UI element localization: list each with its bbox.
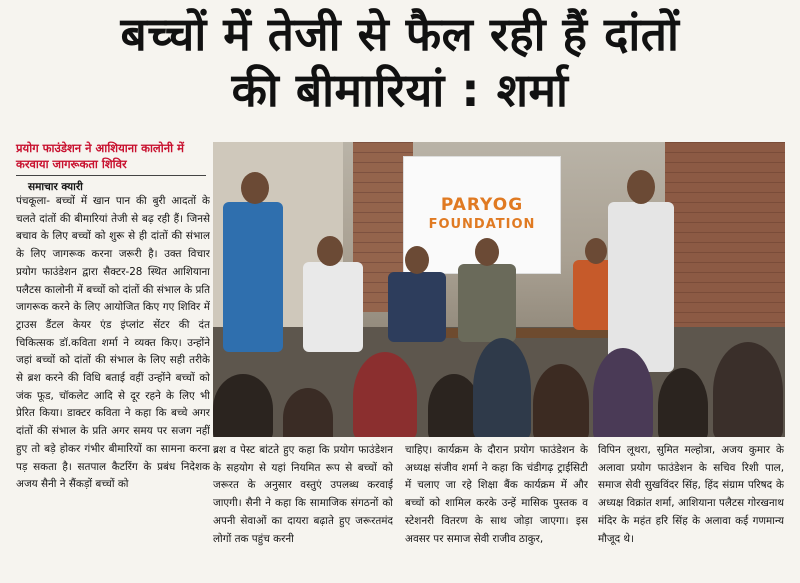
person-blue-jacket [223, 202, 283, 352]
child [533, 364, 589, 437]
article-text-col-4: विपिन लूथरा, सुमित मल्होत्रा, अजय कुमार के अलावा प्रयोग फाउंडेशन के सचिव रिशी पाल, समाज सेवी सुखविंदर सिंह, हिंद संग्राम परिषद के अध्यक्ष विक्रांत शर्मा, आशियाना पलैटस गोरखनाथ मंदिर के महंत हरि सिंह के अलावा कई गणमान्य मौजूद थे। [598, 444, 784, 545]
person-seated-1 [388, 272, 446, 342]
banner-subtitle: FOUNDATION [428, 217, 536, 232]
person-head [405, 246, 429, 274]
article-column-1 [16, 193, 210, 579]
subhead-divider [16, 175, 206, 176]
headline-line-2: की बीमारियां : शर्मा [231, 63, 569, 117]
child [593, 348, 653, 437]
article-text-col-2: ब्रश व पेस्ट बांटते हुए कहा कि प्रयोग फाउंडेशन के सहयोग से यहां नियमित रूप से बच्चों को जरूरत के अनुसार वस्तुएं उपलब्ध करवाई जाएगी। सैनी ने कहा कि सामाजिक संगठनों को अपनी सेवाओं का दायरा बढ़ाते हुए जरूरतमंद लोगों तक पहुंच करनी [213, 444, 393, 545]
headline [0, 6, 800, 118]
child [473, 338, 531, 437]
article-column-2 [213, 442, 393, 580]
article-text-col-3: चाहिए। कार्यक्रम के दौरान प्रयोग फाउंडेशन के अध्यक्ष संजीव शर्मा ने कहा कि चंडीगढ़ ट्राईसिटी में चलाए जा रहे शिक्षा बैंक कार्यक्रम में और बच्चों को शामिल करके उन्हें मासिक पुस्तक व स्टेशनरी वितरण के साथ जोड़ा जाएगा। इस अवसर पर समाज सेवी राजीव ठाकुर, [405, 444, 588, 545]
news-photo [213, 142, 785, 437]
child [353, 352, 417, 437]
person-head [627, 170, 655, 204]
article-text-col-1: पंचकूला- बच्चों में खान पान की बुरी आदतों के चलते दांतों की बीमारियां तेजी से बढ़ रही हैं। जिनसे बचाव के लिए बच्चों को शुरू से ही दांतों की संभाल के लिए जागरूक करना जरूरी है। उक्त विचार प्रयोग फाउंडेशन द्वारा सैक्टर-28 स्थित आशियाना पलैटस कालोनी में बच्चों को दांतों की संभाल के प्रति जागरूक करने के लिए आयोजित किए गए शिविर में ट्राउस डैंटल केयर एंड इंप्लांट सेंटर की दंत चिकित्सक डॉ.कविता शर्मा ने व्यक्त किए। उन्होंने जहां बच्चों को दांतों की संभाल के लिए सही तरीके से ब्रश करने की विधि बताई वहीं उन्होंने बच्चों को जंक फूड, चॉकलेट आदि से दूर रहने के लिए भी प्रेरित किया। डाक्टर कविता ने कहा कि बच्चे अगर दांतों की संभाल के प्रति अगर समय पर सजग नहीं हुए तो बड़े होकर गंभीर बीमारियों का सामना करना पड़ सकता है। सतपाल कैटरिंग के प्रबंध निदेशक अजय सैनी ने सैंकड़ों बच्चों को [16, 195, 210, 491]
child [213, 374, 273, 437]
subheadline: प्रयोग फाउंडेशन ने आशियाना कालोनी में करवाया जागरूकता शिविर [16, 141, 184, 171]
person-head [241, 172, 269, 204]
article-column-4 [598, 442, 784, 580]
person-white-coat [303, 262, 363, 352]
dateline: समाचार क्यारी [28, 181, 83, 193]
person-seated-2 [458, 264, 516, 342]
child [658, 368, 708, 437]
banner-title: PARYOG [440, 195, 524, 215]
person-head [475, 238, 499, 266]
person-head [317, 236, 343, 266]
child [713, 342, 783, 437]
headline-line-1: बच्चों में तेजी से फैल रही हैं दांतों [120, 7, 680, 61]
article-column-3 [405, 442, 588, 580]
person-head [585, 238, 607, 264]
person-white-sweater [608, 202, 674, 372]
photo-brick-wall [665, 142, 785, 342]
